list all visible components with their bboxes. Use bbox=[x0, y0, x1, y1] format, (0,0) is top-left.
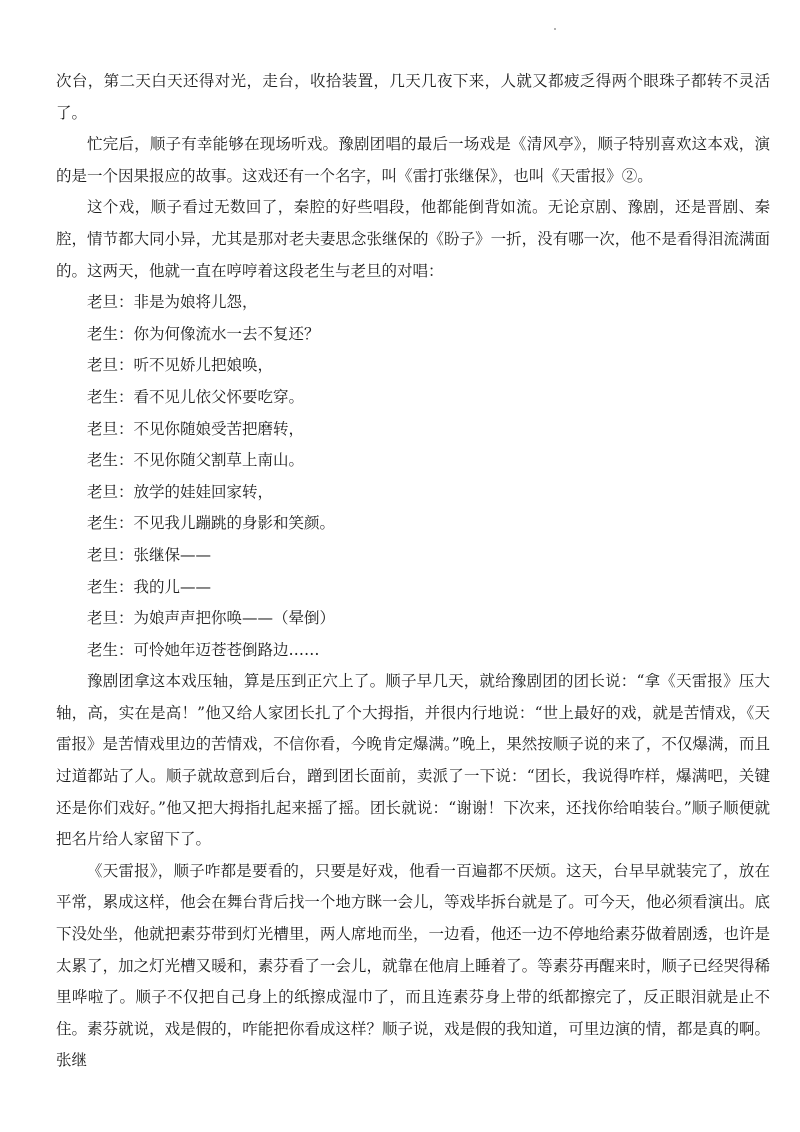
dialogue-line: 老旦：放学的娃娃回家转， bbox=[87, 482, 274, 501]
paragraph: 忙完后，顺子有幸能够在现场听戏。豫剧团唱的最后一场戏是《清风亭》，顺子特别喜欢这本戏，演的是一个因果报应的故事。这戏还有一个名字，叫《雷打张继保》，也叫《天雷报》②。 bbox=[56, 135, 770, 185]
dialogue-line: 老生：可怜她年迈苍苍倒路边…… bbox=[87, 640, 320, 659]
paragraph-continued: 次台，第二天白天还得对光，走台，收拾装置，几天几夜下来，人就又都疲乏得两个眼珠子都转不灵活了。 bbox=[56, 72, 770, 122]
paragraph: 豫剧团拿这本戏压轴，算是压到正穴上了。顺子早几天，就给豫剧团的团长说：“拿《天雷报》压大轴，高，实在是高！”他又给人家团长扎了个大拇指，并很内行地说：“世上最好的戏，就是苦情戏，《天雷报》是苦情戏里边的苦情戏，不信你看，今晚肯定爆满。”晚上，果然按顺子说的来了，不仅爆满，而且过道都站了人。顺子就故意到后台，蹭到团长面前，卖派了一下说：“团长，我说得咋样，爆满吧，关键还是你们戏好。”他又把大拇指扎起来摇了摇。团长就说：“谢谢！下次来，还找你给咱装台。”顺子顺便就把名片给人家留下了。 bbox=[56, 672, 770, 849]
dialogue-line: 老旦：听不见娇儿把娘唤， bbox=[87, 356, 274, 375]
dialogue-line: 老旦：为娘声声把你唤——（晕倒） bbox=[87, 609, 336, 628]
paragraph: 这个戏，顺子看过无数回了，秦腔的好些唱段，他都能倒背如流。无论京剧、豫剧，还是晋剧、秦腔，情节都大同小异，尤其是那对老夫妻思念张继保的《盼子》一折，没有哪一次，他不是看得泪流满面的。这两天，他就一直在哼哼着这段老生与老旦的对唱： bbox=[56, 198, 770, 280]
dialogue-line: 老生：不见我儿蹦跳的身影和笑颜。 bbox=[87, 514, 336, 533]
dialogue-line: 老生：看不见儿依父怀要吃穿。 bbox=[87, 387, 305, 406]
opera-dialogue bbox=[56, 287, 770, 666]
dialogue-line: 老旦：非是为娘将儿怨， bbox=[87, 293, 258, 312]
paragraph: 《天雷报》，顺子咋都是要看的，只要是好戏，他看一百遍都不厌烦。这天，台早早就装完了，放在平常，累成这样，他会在舞台背后找一个地方眯一会儿，等戏毕拆台就是了。可今天，他必须看演出。底下没处坐，他就把素芬带到灯光槽里，两人席地而坐，一边看，他还一边不停地给素芬做着剧透，也许是太累了，加之灯光槽又暖和，素芬看了一会儿，就靠在他肩上睡着了。等素芬再醒来时，顺子已经哭得稀里哗啦了。顺子不仅把自己身上的纸擦成湿巾了，而且连素芬身上带的纸都擦完了，反正眼泪就是止不住。素芬就说，戏是假的，咋能把你看成这样？顺子说，戏是假的我知道，可里边演的情，都是真的啊。张继 bbox=[56, 861, 770, 1070]
dialogue-line: 老生：我的儿—— bbox=[87, 577, 212, 596]
dialogue-line: 老旦：张继保—— bbox=[87, 545, 212, 564]
scan-dot bbox=[554, 28, 556, 30]
dialogue-line: 老生：你为何像流水一去不复还？ bbox=[87, 324, 320, 343]
dialogue-line: 老生：不见你随父割草上南山。 bbox=[87, 451, 305, 470]
dialogue-line: 老旦：不见你随娘受苦把磨转， bbox=[87, 419, 305, 438]
